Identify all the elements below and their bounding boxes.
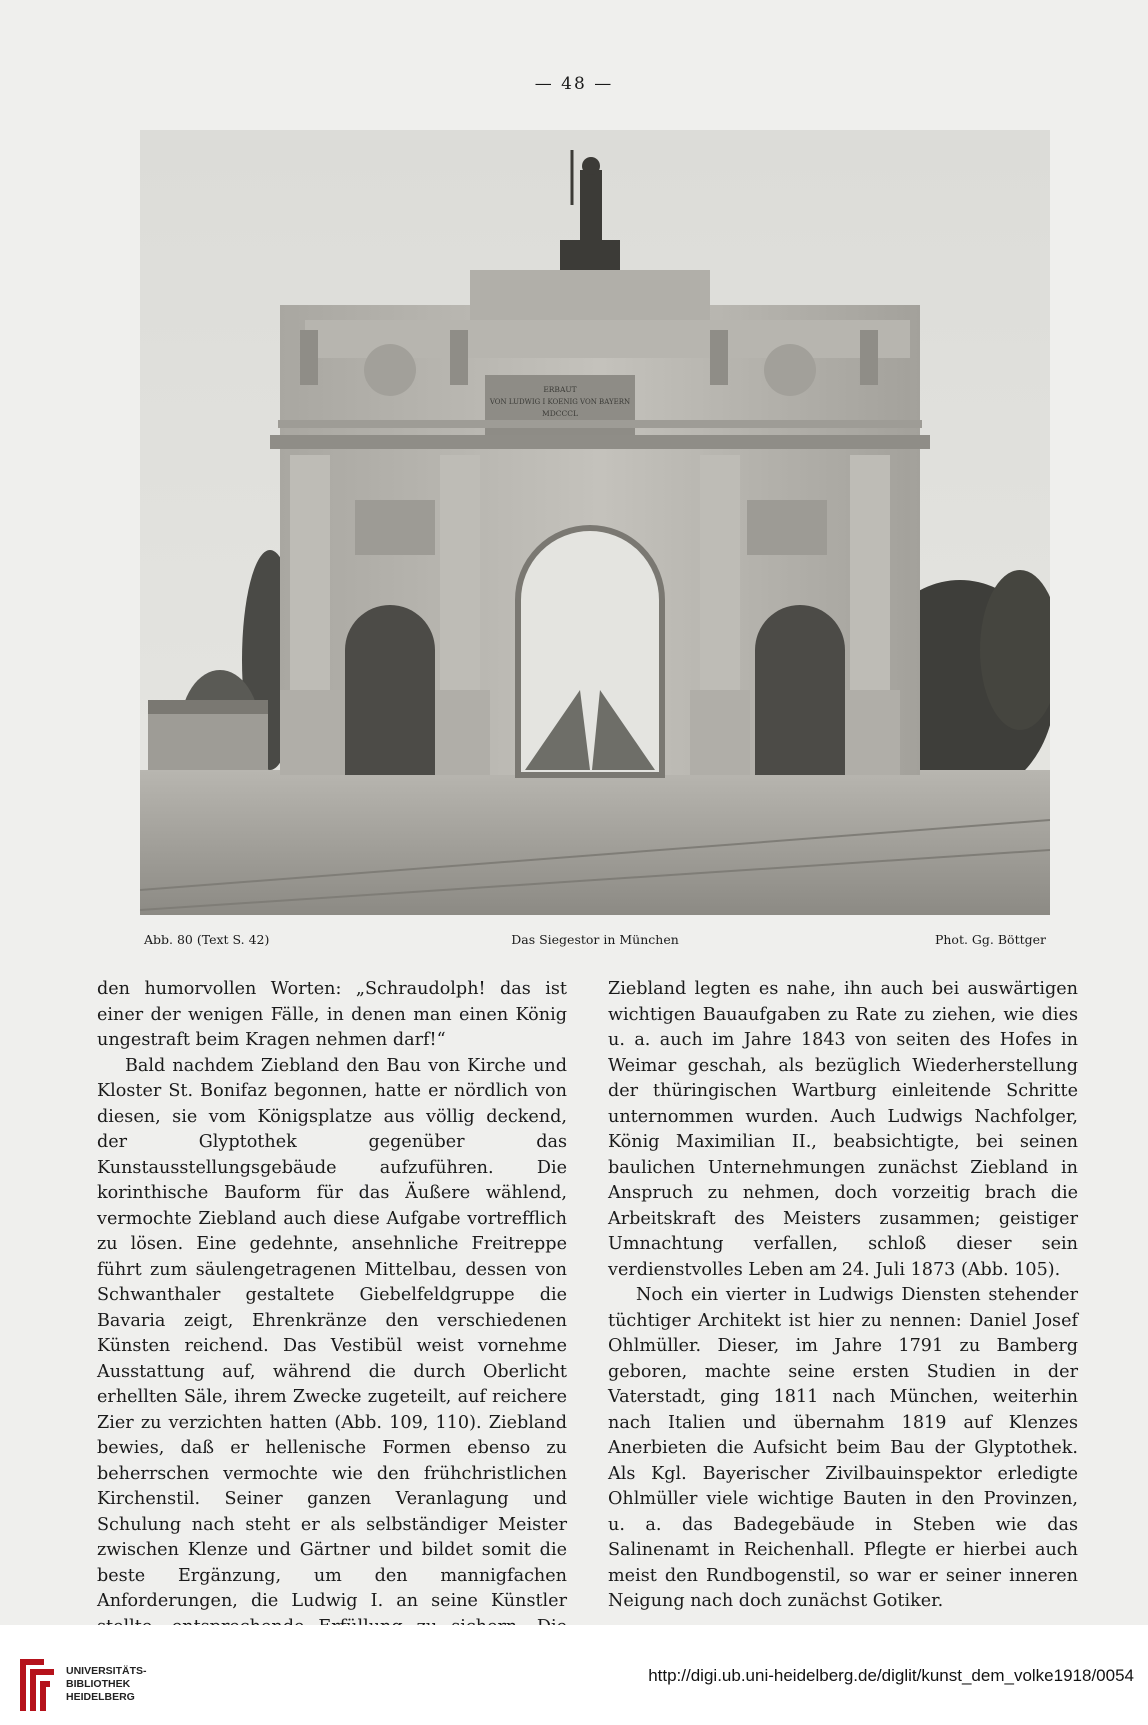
text-column-left — [97, 977, 567, 1666]
inscription-line-1: ERBAUT — [543, 385, 577, 394]
caption-photographer: Phot. Gg. Böttger — [934, 932, 1046, 947]
paragraph: Bald nachdem Ziebland den Bau von Kirche und Kloster St. Bonifaz begonnen, hatte er nördlich von diesen, sie vom Königsplatze aus völlig deckend, der Glyptothek gegenüber das Kunstausstellungsgebäude aufzuführen. Die korinthische Bauform für das Äußere wählend, vermochte Ziebland auch diese Aufgabe vortrefflich zu lösen. Eine gedehnte, ansehnliche Freitreppe führt zum säulengetragenen Mittelbau, dessen von Schwanthaler gestaltete Giebelfeldgruppe die Bavaria zeigt, Ehrenkränze den verschiedenen Künsten reichend. Das Vestibül weist vornehme Ausstattung auf, während die durch Oberlicht erhellten Säle, ihrem Zwecke zugeteilt, auf reichere Zier zu verzichten hatten (Abb. 109, 110). Ziebland bewies, daß er hellenische Formen ebenso zu beherrschen vermochte wie den frühchristlichen Kirchenstil. Seiner ganzen Veranlagung und Schulung nach steht er als selbständiger Meister zwischen Klenze und Gärtner und bildet somit die beste Ergänzung, um den mannigfachen Anforderungen, die Ludwig I. an seine Künstler — [97, 1055, 567, 1611]
text-column-right — [608, 977, 1078, 1615]
library-name-line: BIBLIOTHEK — [66, 1678, 131, 1690]
page-number: — 48 — — [534, 74, 614, 94]
caption-title: Das Siegestor in München — [511, 932, 679, 947]
inscription-line-2: VON LUDWIG I KOENIG VON BAYERN — [489, 398, 631, 406]
paragraph: Noch ein vierter in Ludwigs Diensten stehender tüchtiger Architekt ist hier zu nennen: Daniel Josef Ohlmüller. Dieser, im Jahre 1791 zu Bamberg geboren, machte seine ersten Studien in der Vaterstadt, ging 1811 nach München, weiterhin nach Italien und übernahm 1819 auf Klenzes Anerbieten die Aufsicht beim Bau der Glyptothek. Als Kgl. Bayerischer Zivilbauinspektor erledigte Ohlmüller viele wichtige Bauten in den Provinzen, u. a. das Badegebäude in Steben wie das Salinenamt in Reichenhall. Pflegte er hierbei auch meist den Rundbogenstil, so war er seiner inneren Neigung nach doch zunächst Gotiker. — [608, 1285, 1078, 1611]
library-name — [66, 1665, 147, 1704]
library-name-line: UNIVERSITÄTS- — [66, 1665, 147, 1677]
inscription-line-3: MDCCCL — [542, 409, 578, 418]
source-url-link[interactable]: http://digi.ub.uni-heidelberg.de/diglit/kunst_dem_volke1918/0054 — [648, 1666, 1134, 1685]
figure-caption — [140, 932, 1050, 952]
library-name-line: HEIDELBERG — [66, 1691, 135, 1703]
paragraph: den humorvollen Worten: „Schraudolph! das ist einer der wenigen Fälle, in denen man einen König ungestraft beim Kragen nehmen darf!“ — [97, 979, 567, 1050]
library-logo-icon — [14, 1655, 60, 1715]
paragraph: Ziebland legten es nahe, ihn auch bei auswärtigen wichtigen Bauaufgaben zu Rate zu ziehen, wie dies u. a. auch im Jahre 1843 von seiten des Hofes in Weimar geschah, als bezüglich Wiederherstellung der thüringischen Wartburg einleitende Schritte unternommen wurden. Auch Ludwigs Nachfolger, König Maximilian II., beabsichtigte, bei seinen baulichen Unternehmungen zunächst Ziebland in Anspruch zu nehmen, doch vorzeitig brach die Arbeitskraft des Meisters zusammen; geistiger Umnachtung verfallen, schloß dieser sein verdienstvolles Leben am 24. Juli 1873 (Abb. 105). — [608, 979, 1078, 1280]
library-footer — [0, 1625, 1148, 1725]
siegestor-photo — [140, 130, 1050, 915]
caption-figure-number: Abb. 80 (Text S. 42) — [144, 932, 270, 947]
